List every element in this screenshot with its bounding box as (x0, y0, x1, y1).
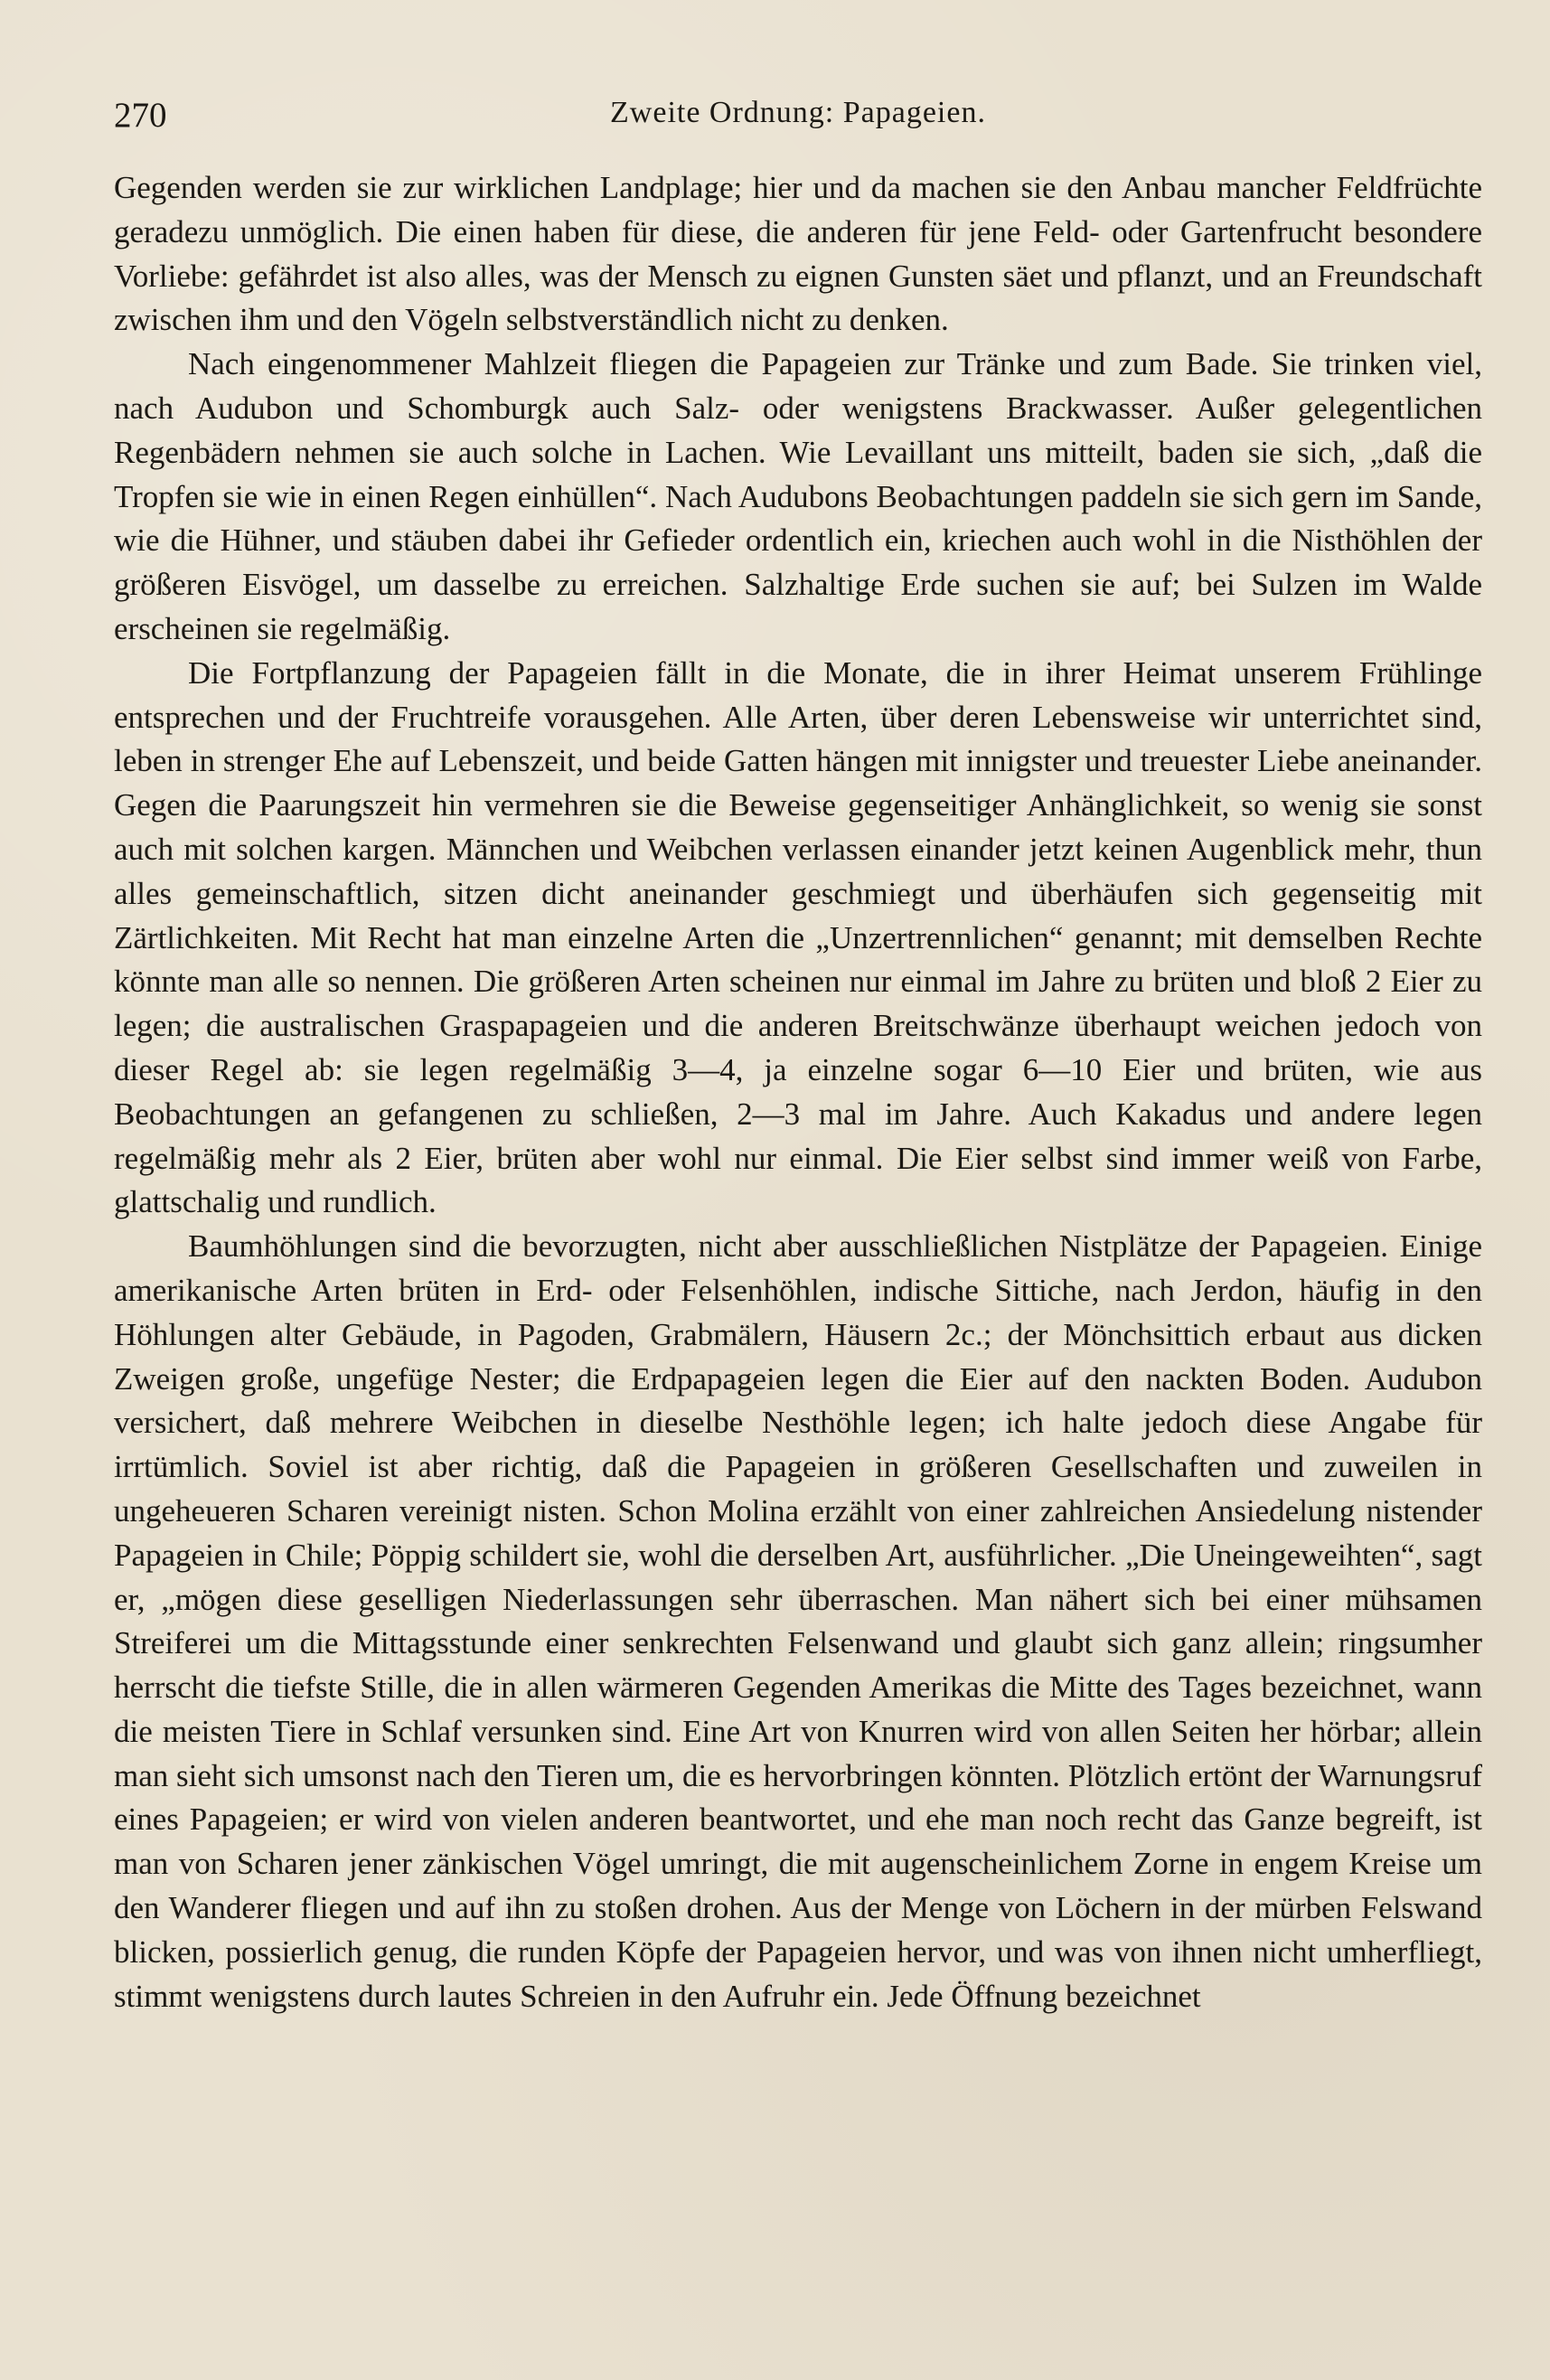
paragraph-drinking-bathing: Nach eingenommener Mahlzeit fliegen die Papageien zur Tränke und zum Bade. Sie trinken viel, nach Audubon und Schomburgk auch Salz- oder wenigstens Brackwasser. Außer gelegentlichen Regenbädern nehmen sie auch solche in Lachen. Wie Levaillant uns mitteilt, baden sie sich, „daß die Tropfen sie wie in einen Regen einhüllen“. Nach Audubons Beobachtungen paddeln sie sich gern im Sande, wie die Hühner, und stäuben dabei ihr Gefieder ordentlich ein, kriechen auch wohl in die Nisthöhlen der größeren Eisvögel, um dasselbe zu erreichen. Salzhaltige Erde suchen sie auf; bei Sulzen im Walde erscheinen sie regelmäßig. (114, 346, 1482, 646)
paragraph-crop-damage: Gegenden werden sie zur wirklichen Landplage; hier und da machen sie den Anbau mancher Feldfrüchte geradezu unmöglich. Die einen haben für diese, die anderen für jene Feld- oder Gartenfrucht besondere Vorliebe: gefährdet ist also alles, was der Mensch zu eignen Gunsten säet und pflanzt, und an Freundschaft zwischen ihm und den Vögeln selbstverständlich nicht zu denken. (114, 170, 1482, 338)
running-title: Zweite Ordnung: Papageien. (610, 96, 986, 129)
page-number: 270 (114, 96, 167, 135)
paragraph-nesting: Baumhöhlungen sind die bevorzugten, nicht aber ausschließlichen Nistplätze der Papageien. Einige amerikanische Arten brüten in Erd- oder Felsenhöhlen, indische Sittiche, nach Jerdon, häufig in den Höhlungen alter Gebäude, in Pagoden, Grabmälern, Häusern 2c.; der Mönchsittich erbaut aus dicken Zweigen große, ungefüge Nester; die Erdpapageien legen die Eier auf den nackten Boden. Audubon versichert, daß mehrere Weibchen in dieselbe Nesthöhle legen; ich halte jedoch diese Angabe für irrtümlich. Soviel ist aber richtig, daß die Papageien in größeren Gesellschaften und zuweilen in ungeheueren Scharen vereinigt nisten. Schon Molina erzählt von einer zahlreichen Ansiedelung nistender Papageien in Chile; Pöppig schildert sie, wohl die derselben Art, ausführlicher. „Die Uneingeweihten“, sagt er, „mögen diese geselligen Niederlassungen sehr überraschen. Man nähert sich bei einer mühsamen Streiferei um die Mittagsstunde einer senkrechten Felsenwand und glaubt sich ganz allein; ringsumher herrscht die tiefste Stille, die in allen wärmeren Gegenden Amerikas die Mitte des Tages bezeichnet, wann die meisten Tiere in Schlaf versunken sind. Eine Art von Knurren wird von allen Seiten her hörbar; allein man sieht sich umsonst nach den Tieren um, die es hervorbringen könnten. Plötzlich ertönt der Warnungsruf eines Papageien; er wird von vielen anderen beantwortet, und ehe man noch recht das Ganze begreift, ist man von Scharen jener zänkischen Vögel umringt, die mit augenscheinlichem Zorne in engem Kreise um den Wanderer fliegen und auf ihn zu stoßen drohen. Aus der Menge von Löchern in der mürben Felswand blicken, possierlich genug, die runden Köpfe der Papageien hervor, und was von ihnen nicht umherfliegt, stimmt wenigstens durch lautes Schreien in den Aufruhr ein. Jede Öffnung bezeichnet (114, 1228, 1482, 2014)
paragraph-reproduction: Die Fortpflanzung der Papageien fällt in die Monate, die in ihrer Heimat unserem Frühlinge entsprechen und der Fruchtreife vorausgehen. Alle Arten, über deren Lebensweise wir unterrichtet sind, leben in strenger Ehe auf Lebenszeit, und beide Gatten hängen mit innigster und treuester Liebe aneinander. Gegen die Paarungszeit hin vermehren sie die Beweise gegenseitiger Anhänglichkeit, so wenig sie sonst auch mit solchen kargen. Männchen und Weibchen verlassen einander jetzt keinen Augenblick mehr, thun alles gemeinschaftlich, sitzen dicht aneinander geschmiegt und überhäufen sich gegenseitig mit Zärtlichkeiten. Mit Recht hat man einzelne Arten die „Unzertrennlichen“ genannt; mit demselben Rechte könnte man alle so nennen. Die größeren Arten scheinen nur einmal im Jahre zu brüten und bloß 2 Eier zu legen; die australischen Graspapageien und die anderen Breitschwänze überhaupt weichen jedoch von dieser Regel ab: sie legen regelmäßig 3—4, ja einzelne sogar 6—10 Eier und brüten, wie aus Beobachtungen an gefangenen zu schließen, 2—3 mal im Jahre. Auch Kakadus und andere legen regelmäßig mehr als 2 Eier, brüten aber wohl nur einmal. Die Eier selbst sind immer weiß von Farbe, glattschalig und rundlich. (114, 654, 1482, 1220)
running-head (114, 90, 1482, 141)
page-body (114, 166, 1482, 2327)
